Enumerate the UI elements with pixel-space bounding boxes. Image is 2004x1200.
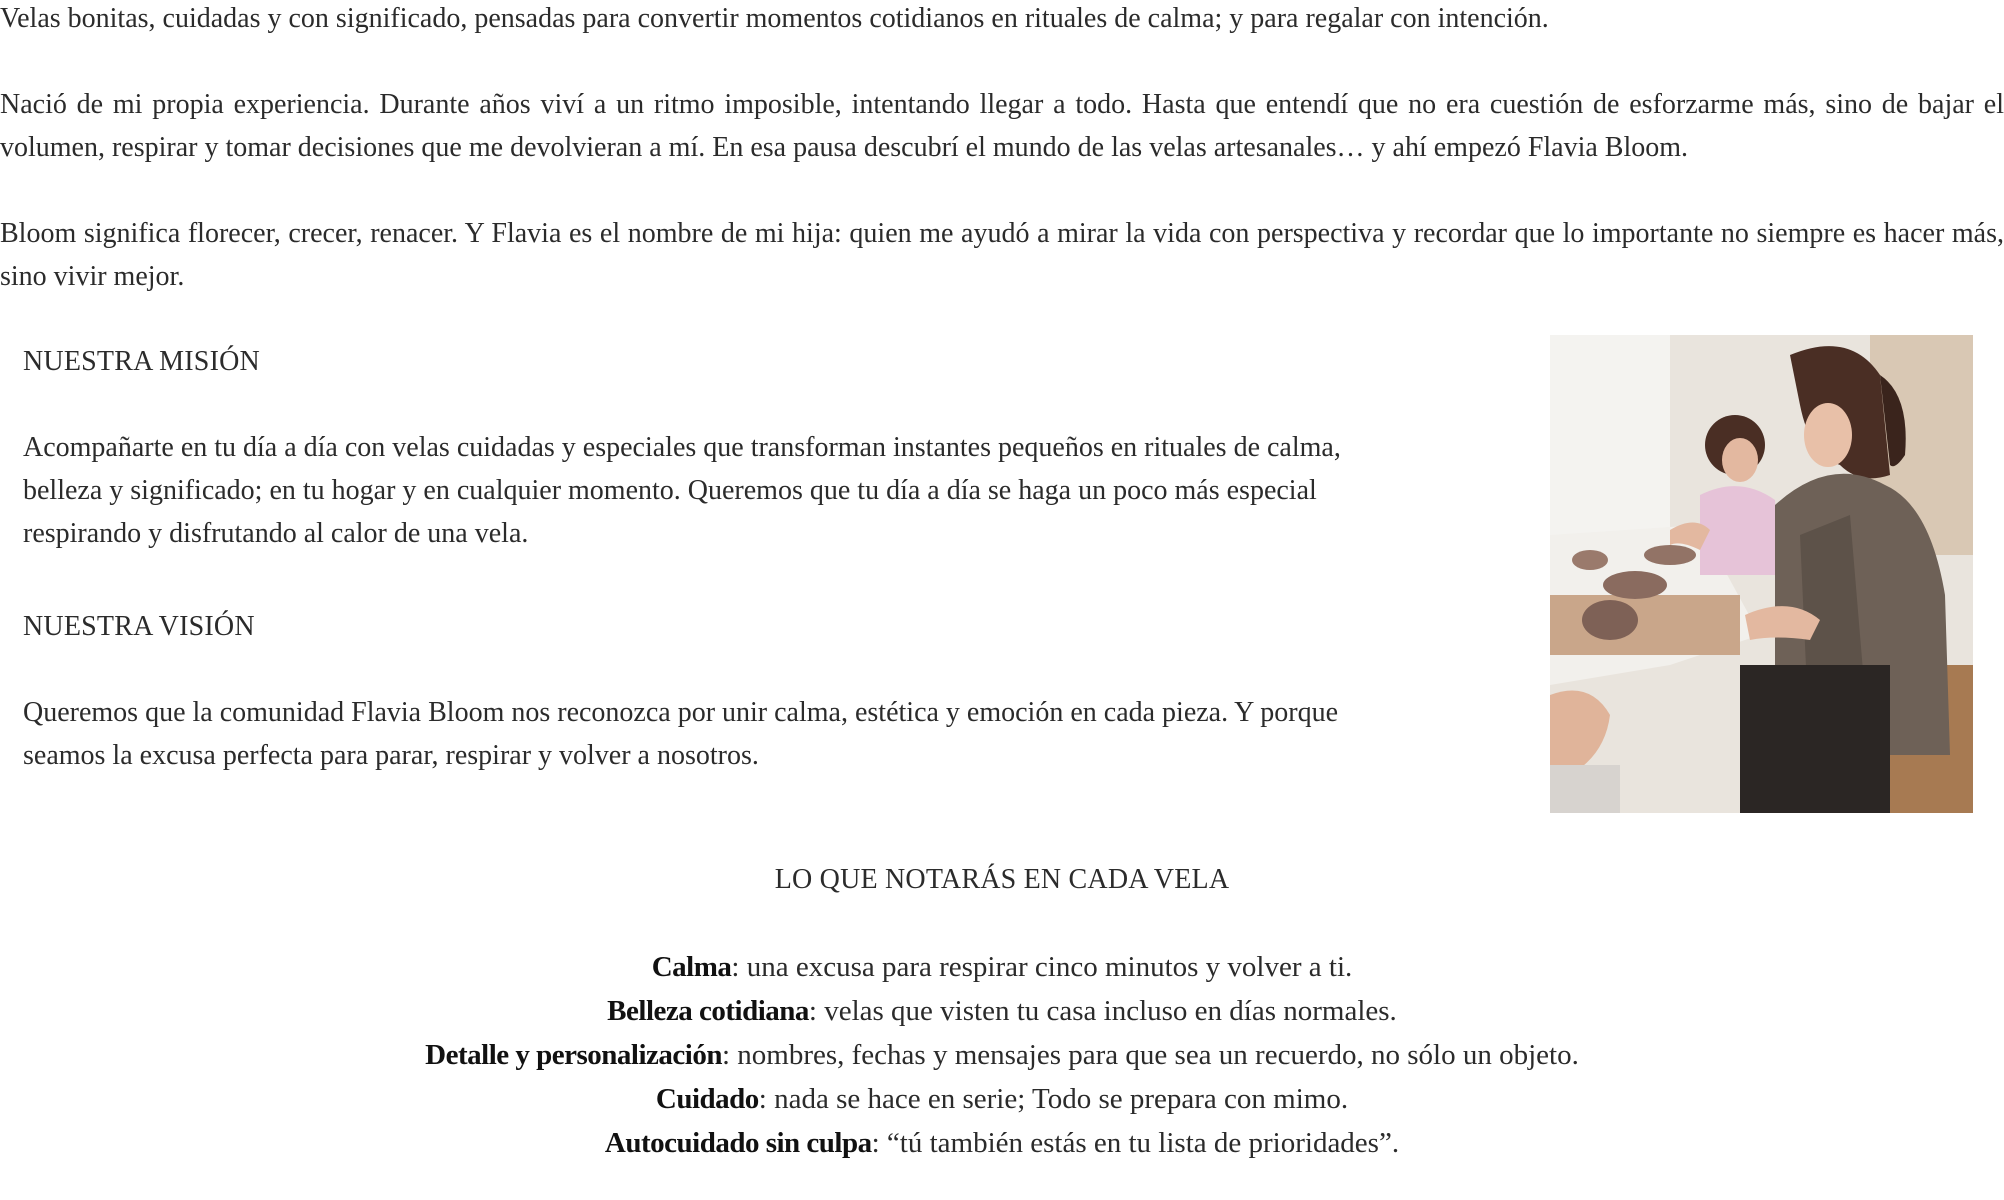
feature-item-cuidado [0,1077,2004,1121]
feature-description: : nombres, fechas y mensajes para que sea un recuerdo, no sólo un objeto. [721,1039,1579,1071]
feature-term: Cuidado [655,1083,759,1115]
feature-description: : velas que visten tu casa incluso en días normales. [808,995,1397,1027]
workshop-photo [1550,335,1973,813]
story-paragraph-origin: Nació de mi propia experiencia. Durante años viví a un ritmo imposible, intentando llegar a todo. Hasta que entendí que no era cuestión de esforzarme más, sino de bajar el volumen, respirar y tomar decisiones que me devolvieran a mí. En esa pausa descubrí el mundo de las velas artesanales… y ahí empezó Flavia Bloom. [0,89,2004,163]
feature-item-autocuidado [0,1121,2004,1165]
feature-description: : una excusa para respirar cinco minutos y volver a ti. [731,951,1353,983]
feature-term: Detalle y personalización [425,1039,722,1071]
mission-vision-section [23,340,1403,777]
tagline: Velas bonitas, cuidadas y con significado, pensadas para convertir momentos cotidianos en rituales de calma; y para regalar con intención. [0,3,1549,34]
vision-heading: NUESTRA VISIÓN [23,611,255,642]
feature-term: Autocuidado sin culpa [604,1127,872,1159]
feature-term: Calma [651,951,732,983]
features-title: LO QUE NOTARÁS EN CADA VELA [774,864,1230,895]
features-section [0,858,2004,1165]
feature-item-calma [0,945,2004,989]
feature-item-belleza [0,989,2004,1033]
feature-description: : nada se hace en serie; Todo se prepara con mimo. [758,1083,1349,1115]
features-list [0,945,2004,1165]
feature-item-detalle [0,1033,2004,1077]
vision-body: Queremos que la comunidad Flavia Bloom nos reconozca por unir calma, estética y emoción en cada pieza. Y porque seamos la excusa perfecta para parar, respirar y volver a nosotros. [23,697,1339,771]
mission-body: Acompañarte en tu día a día con velas cuidadas y especiales que transforman instantes pequeños en rituales de calma, belleza y significado; en tu hogar y en cualquier momento. Queremos que tu día a día se haga un poco más especial respirando y disfrutando al calor de una vela. [23,432,1341,549]
mission-heading: NUESTRA MISIÓN [23,346,260,377]
feature-description: : “tú también estás en tu lista de prioridades”. [871,1127,1400,1159]
workshop-photo-illustration [1550,335,1973,813]
feature-term: Belleza cotidiana [607,995,809,1027]
story-paragraph-name: Bloom significa florecer, crecer, renacer. Y Flavia es el nombre de mi hija: quien me ayudó a mirar la vida con perspectiva y recordar que lo importante no siempre es hacer más, sino vivir mejor. [0,218,2004,292]
